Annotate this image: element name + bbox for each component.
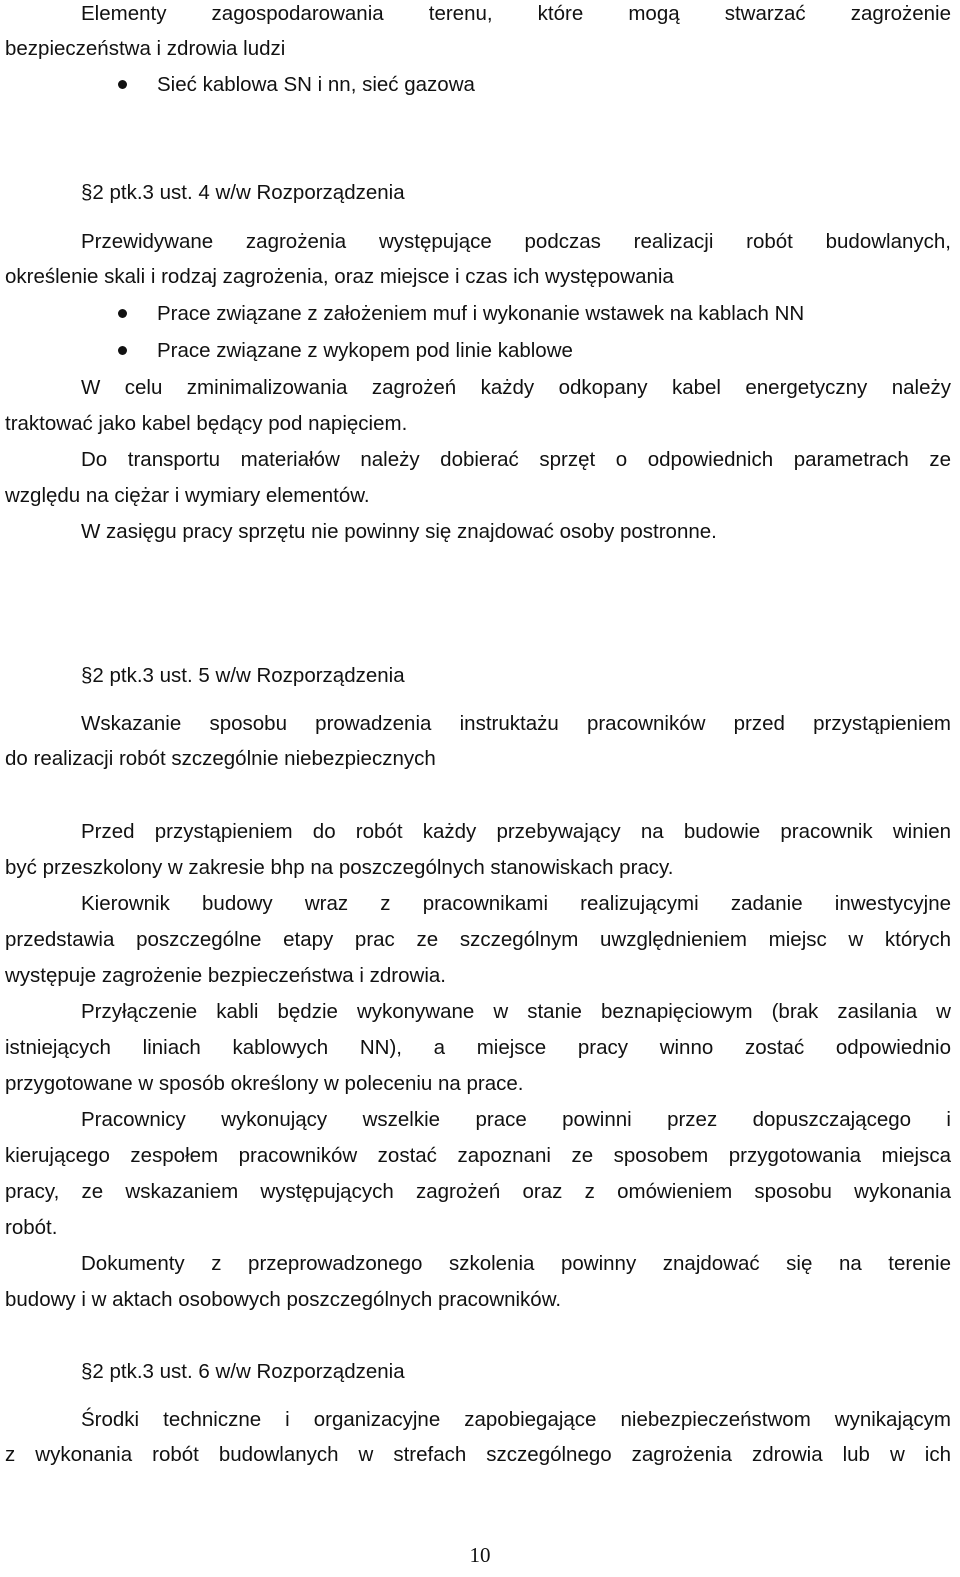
paragraph-line: przygotowane w sposób określony w poleceniu na prace. [5,1072,524,1095]
section-title: Przewidywane zagrożenia występujące podczas realizacji robót budowlanych, [81,230,951,253]
paragraph-line: przedstawia poszczególne etapy prac ze szczególnym uwzględnieniem miejsc w których [5,928,951,951]
paragraph-line: być przeszkolony w zakresie bhp na poszczególnych stanowiskach pracy. [5,856,674,879]
paragraph-line: robót. [5,1216,58,1239]
paragraph-line: Przed przystąpieniem do robót każdy przebywający na budowie pracownik winien [81,820,951,843]
list-item: Prace związane z wykopem pod linie kablowe [157,339,573,362]
section-reference: §2 ptk.3 ust. 6 w/w Rozporządzenia [81,1360,405,1383]
section-reference: §2 ptk.3 ust. 5 w/w Rozporządzenia [81,664,405,687]
paragraph-line: W zasięgu pracy sprzętu nie powinny się znajdować osoby postronne. [81,520,717,543]
paragraph-line: pracy, ze wskazaniem występujących zagrożeń oraz z omówieniem sposobu wykonania [5,1180,951,1203]
list-item: Prace związane z założeniem muf i wykonanie wstawek na kablach NN [157,302,805,325]
list-item: Sieć kablowa SN i nn, sieć gazowa [157,73,475,96]
bullet-icon [118,346,127,355]
paragraph-line: budowy i w aktach osobowych poszczególnych pracowników. [5,1288,562,1311]
section-title: określenie skali i rodzaj zagrożenia, oraz miejsce i czas ich występowania [5,265,674,288]
paragraph-line: Kierownik budowy wraz z pracownikami realizującymi zadanie inwestycyjne [81,892,951,915]
bullet-icon [118,309,127,318]
paragraph-line: Do transportu materiałów należy dobierać sprzęt o odpowiednich parametrach ze [81,448,951,471]
paragraph-line: względu na ciężar i wymiary elementów. [5,484,370,507]
section-reference: §2 ptk.3 ust. 4 w/w Rozporządzenia [81,181,405,204]
page-number: 10 [469,1543,491,1567]
paragraph-line: istniejących liniach kablowych NN), a miejsce pracy winno zostać odpowiednio [5,1036,951,1059]
paragraph-line: Przyłączenie kabli będzie wykonywane w stanie beznapięciowym (brak zasilania w [81,1000,951,1023]
paragraph-line: traktować jako kabel będący pod napięciem. [5,412,408,435]
bullet-icon [118,80,127,89]
heading-line: bezpieczeństwa i zdrowia ludzi [5,37,286,60]
paragraph-line: W celu zminimalizowania zagrożeń każdy odkopany kabel energetyczny należy [81,376,951,399]
paragraph-line: Dokumenty z przeprowadzonego szkolenia powinny znajdować się na terenie [81,1252,951,1275]
section-title: Środki techniczne i organizacyjne zapobiegające niebezpieczeństwom wynikającym [81,1408,951,1431]
paragraph-line: Pracownicy wykonujący wszelkie prace powinni przez dopuszczającego i [81,1108,951,1131]
paragraph-line: kierującego zespołem pracowników zostać zapoznani ze sposobem przygotowania miejsca [5,1144,951,1167]
section-title: do realizacji robót szczególnie niebezpiecznych [5,747,436,770]
section-title: z wykonania robót budowlanych w strefach szczególnego zagrożenia zdrowia lub w ich [5,1443,951,1466]
paragraph-line: występuje zagrożenie bezpieczeństwa i zdrowia. [5,964,446,987]
heading-line: Elementy zagospodarowania terenu, które mogą stwarzać zagrożenie [81,2,951,25]
section-title: Wskazanie sposobu prowadzenia instruktażu pracowników przed przystąpieniem [81,712,951,735]
